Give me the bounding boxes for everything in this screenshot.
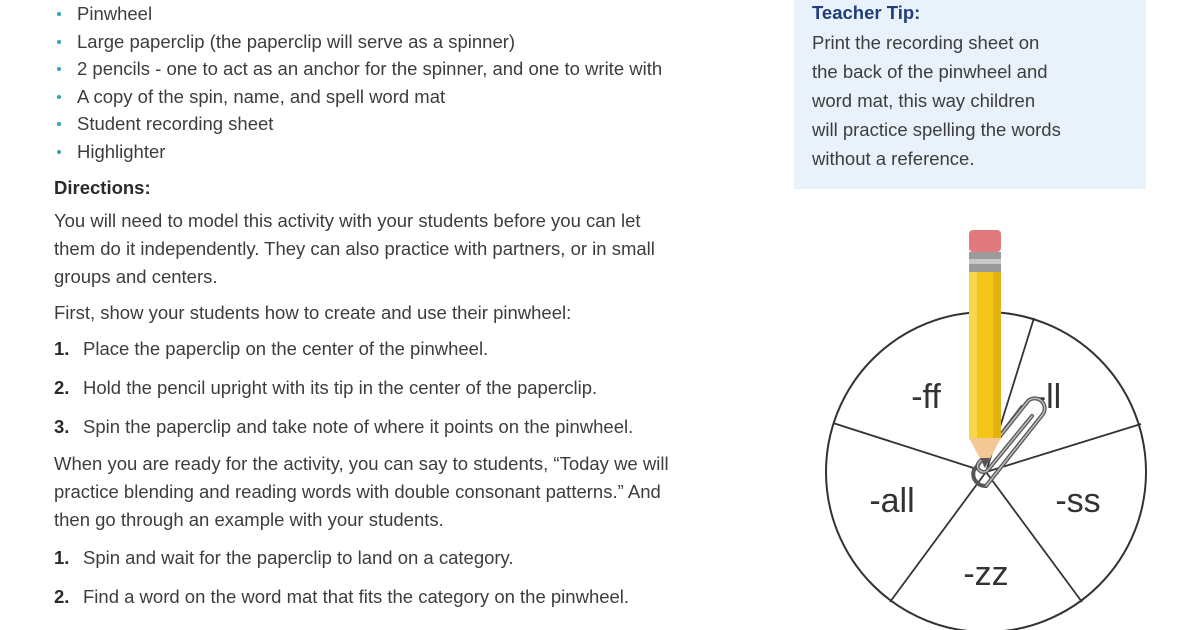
setup-step: 3. Spin the paperclip and take note of where it points on the pinwheel. — [54, 416, 634, 437]
setup-step: 1. Place the paperclip on the center of the pinwheel. — [54, 338, 489, 359]
example-steps — [54, 544, 784, 611]
setup-step: 2. Hold the pencil upright with its tip in the center of the paperclip. — [54, 377, 598, 398]
list-item: A copy of the spin, name, and spell word mat — [54, 83, 784, 111]
bullet-icon — [57, 67, 61, 71]
bullet-icon — [57, 150, 61, 154]
list-item: Highlighter — [54, 138, 784, 166]
intro-paragraph: You will need to model this activity with your students before you can let them do it independently. They can also practice with partners, or in small groups and centers. — [54, 210, 655, 287]
materials-list — [54, 0, 784, 165]
first-show-paragraph: First, show your students how to create and use their pinwheel: — [54, 302, 572, 323]
bullet-icon — [57, 95, 61, 99]
list-item: Pinwheel — [54, 0, 784, 28]
setup-steps — [54, 335, 784, 441]
pencil-icon — [969, 230, 1001, 468]
teacher-tip-title: Teacher Tip: — [812, 2, 921, 23]
example-step: 2. Find a word on the word mat that fits the category on the pinwheel. — [54, 586, 630, 607]
list-item: Large paperclip (the paperclip will serve as a spinner) — [54, 28, 784, 56]
segment-label-all: -all — [869, 482, 915, 520]
segment-label-ss: -ss — [1055, 482, 1101, 520]
ready-paragraph: When you are ready for the activity, you can say to students, “Today we will practice blending and reading words with double consonant patterns.” And then go through an example with your students. — [54, 453, 669, 530]
bullet-icon — [57, 12, 61, 16]
segment-label-ll: -ll — [1034, 378, 1062, 416]
bullet-icon — [57, 122, 61, 126]
teacher-tip-box — [794, 0, 1146, 189]
example-step: 1. Spin and wait for the paperclip to land on a category. — [54, 547, 514, 568]
list-item: 2 pencils - one to act as an anchor for the spinner, and one to write with — [54, 55, 784, 83]
bullet-icon — [57, 40, 61, 44]
teacher-tip-body: Print the recording sheet on the back of the pinwheel and word mat, this way children will practice spelling the words without a reference. — [812, 32, 1061, 169]
directions-heading: Directions: — [54, 177, 151, 198]
segment-label-ff: -ff — [911, 378, 941, 416]
activity-instructions — [54, 0, 784, 622]
list-item: Student recording sheet — [54, 110, 784, 138]
segment-label-zz: -zz — [963, 555, 1009, 593]
pinwheel-spinner — [800, 200, 1180, 630]
